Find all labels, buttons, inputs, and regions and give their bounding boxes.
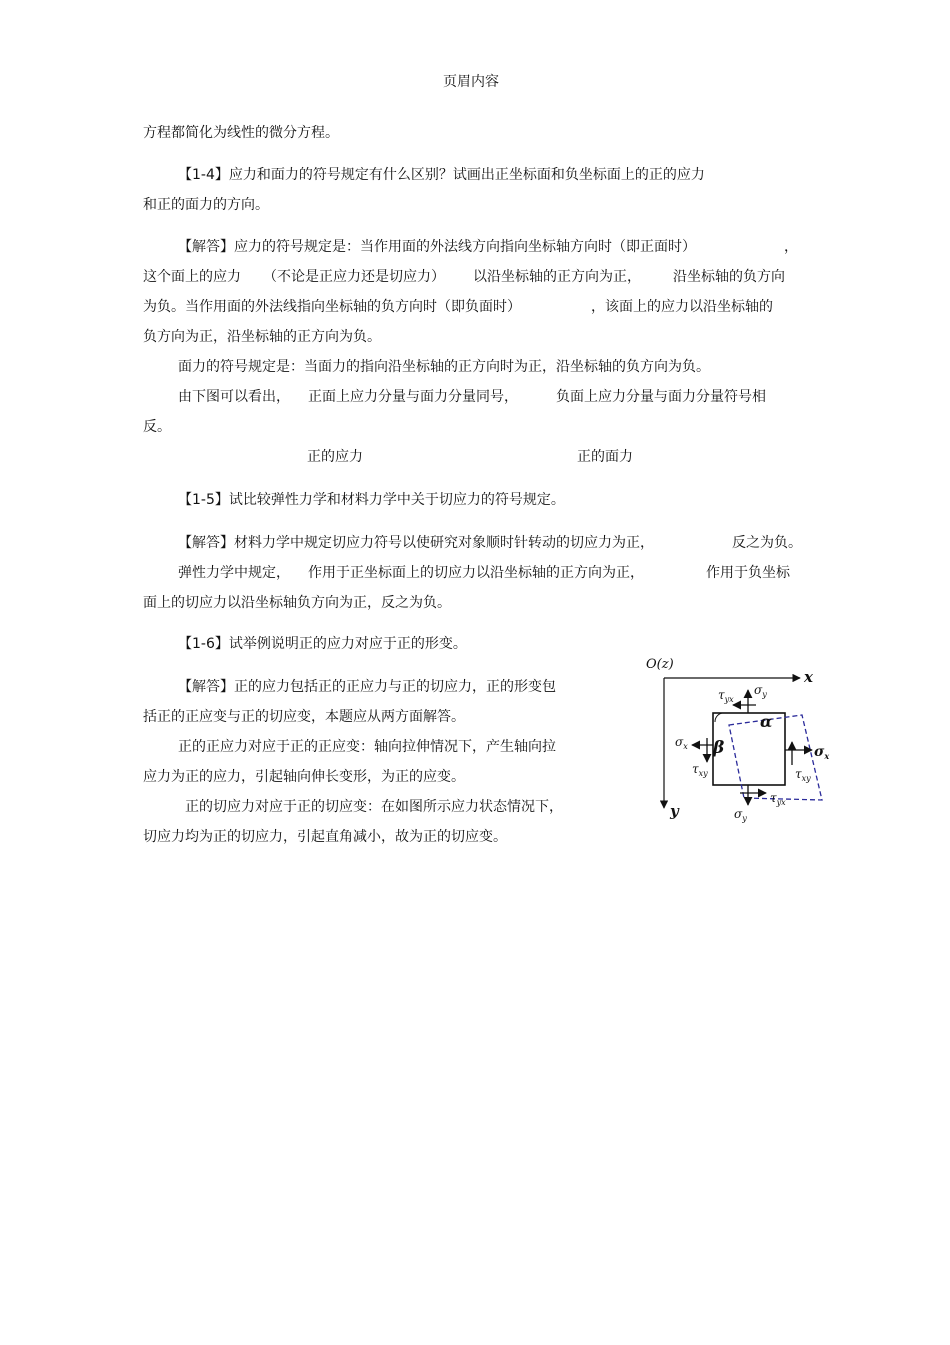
label-positive-surface-force: 正的面力	[577, 449, 633, 465]
page-header: 页眉内容	[443, 74, 499, 90]
answer-1-4-line-2-a: 这个面上的应力	[143, 269, 241, 285]
sigma-x-label-left: $\sigma_x$	[675, 735, 688, 751]
label-positive-stress: 正的应力	[307, 449, 363, 465]
answer-1-4-line-2-c: 以沿坐标轴的正方向为正，	[473, 269, 641, 285]
origin-label: O(z)	[646, 657, 674, 672]
question-1-6: 【1-6】试举例说明正的应力对应于正的形变。	[178, 636, 467, 652]
answer-1-5-line-2-b: 作用于正坐标面上的切应力以沿坐标轴的正方向为正，	[308, 565, 644, 581]
answer-1-4-line-1-b: ，	[784, 239, 798, 255]
answer-1-5-line-3: 面上的切应力以沿坐标轴负方向为正，反之为负。	[143, 595, 451, 611]
answer-1-4-line-2-b: （不论是正应力还是切应力）	[263, 269, 445, 285]
answer-1-4-line-4: 负方向为正，沿坐标轴的正方向为负。	[143, 329, 381, 345]
beta-label: β	[713, 738, 725, 758]
tau-yx-label-top: $\tau_{yx}$	[718, 688, 734, 704]
sigma-x-label-right: $\sigma_x$	[814, 744, 830, 761]
answer-1-4-line-2-d: 沿坐标轴的负方向	[673, 269, 785, 285]
answer-1-6-line-3: 正的正应力对应于正的正应变：轴向拉伸情况下，产生轴向拉	[178, 739, 556, 755]
tau-xy-label-right: $\tau_{xy}$	[795, 767, 811, 783]
x-axis-label: x	[804, 668, 813, 686]
answer-1-6-line-2: 括正的正应变与正的切应变，本题应从两方面解答。	[143, 709, 465, 725]
answer-1-6-line-4: 应力为正的应力，引起轴向伸长变形，为正的应变。	[143, 769, 465, 785]
intro-line: 方程都简化为线性的微分方程。	[143, 125, 339, 141]
answer-1-5-line-2-c: 作用于负坐标	[706, 565, 790, 581]
answer-1-5-line-1-a: 【解答】材料力学中规定切应力符号以使研究对象顺时针转动的切应力为正，	[178, 535, 654, 551]
answer-1-4-line-6-c: 负面上应力分量与面力分量符号相	[556, 389, 766, 405]
sigma-y-label-top: $\sigma_y$	[754, 683, 767, 699]
alpha-label: α	[760, 712, 773, 731]
answer-1-4-line-3-a: 为负。当作用面的外法线指向坐标轴的负方向时（即负面时）	[143, 299, 521, 315]
answer-1-4-line-6-b: 正面上应力分量与面力分量同号，	[308, 389, 518, 405]
answer-1-5-line-2-a: 弹性力学中规定，	[178, 565, 290, 581]
tau-xy-label-left: $\tau_{xy}$	[692, 762, 708, 778]
answer-1-4-line-6-a: 由下图可以看出，	[178, 389, 290, 405]
answer-1-6-line-6: 切应力均为正的切应力，引起直角减小，故为正的切应变。	[143, 829, 507, 845]
stress-state-diagram	[630, 650, 840, 825]
alpha-angle-arc	[715, 713, 722, 722]
deformed-element	[729, 715, 822, 800]
sigma-y-label-bottom: $\sigma_y$	[734, 807, 747, 823]
answer-1-5-line-1-b: 反之为负。	[732, 535, 802, 551]
question-1-4-line-2: 和正的面力的方向。	[143, 197, 269, 213]
answer-1-6-line-5: 正的切应力对应于正的切应变：在如图所示应力状态情况下，	[185, 799, 563, 815]
answer-1-4-line-7: 反。	[143, 419, 171, 435]
question-1-4-line-1: 【1-4】应力和面力的符号规定有什么区别？试画出正坐标面和负坐标面上的正的应力	[178, 167, 705, 183]
answer-1-4-line-5: 面力的符号规定是：当面力的指向沿坐标轴的正方向时为正，沿坐标轴的负方向为负。	[178, 359, 710, 375]
question-1-5: 【1-5】试比较弹性力学和材料力学中关于切应力的符号规定。	[178, 492, 565, 508]
answer-1-4-line-3-b: ，该面上的应力以沿坐标轴的	[591, 299, 773, 315]
y-axis-label: y	[670, 802, 679, 820]
tau-yx-label-bottom: $\tau_{yx}$	[770, 791, 786, 807]
answer-1-6-line-1: 【解答】正的应力包括正的正应力与正的切应力，正的形变包	[178, 679, 556, 695]
answer-1-4-line-1-a: 【解答】应力的符号规定是：当作用面的外法线方向指向坐标轴方向时（即正面时）	[178, 239, 696, 255]
